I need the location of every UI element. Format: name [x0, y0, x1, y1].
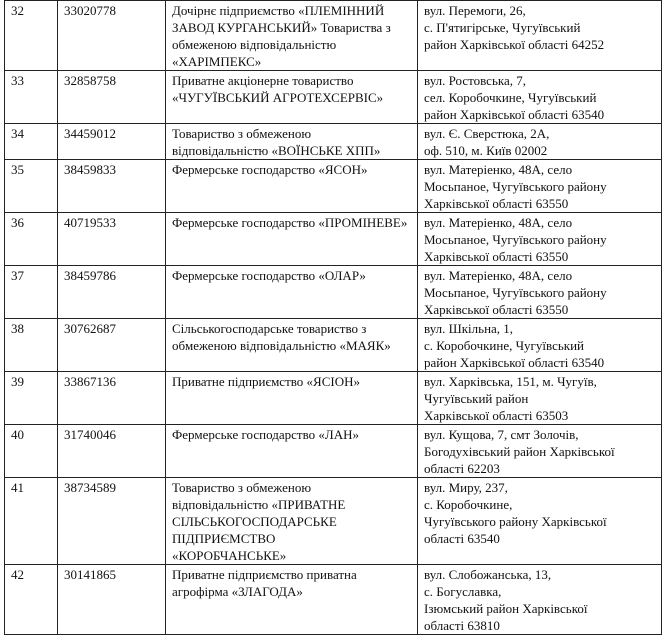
row-number: 40	[5, 425, 58, 478]
enterprise-address-line: вул. Харківська, 151, м. Чугуїв,	[424, 374, 597, 389]
enterprise-name	[166, 213, 418, 266]
enterprise-name-line: Дочірнє підприємство «ПЛЕМІННИЙ	[172, 3, 385, 18]
enterprise-address-line: с. П'ятигірське, Чугуївський	[424, 20, 581, 35]
row-number: 42	[5, 565, 58, 635]
enterprise-address-line: Мосьпаное, Чугуївського району	[424, 179, 607, 194]
enterprise-name-line: Товариство з обмеженою	[172, 126, 312, 141]
enterprise-name-line: агрофірма «ЗЛАГОДА»	[172, 584, 303, 599]
row-number: 33	[5, 71, 58, 124]
enterprise-address-line: області 63810	[424, 618, 500, 633]
edrpou-code: 33020778	[58, 1, 166, 71]
enterprise-address	[418, 160, 662, 213]
enterprise-name-line: Приватне підприємство приватна	[172, 567, 357, 582]
enterprise-name-line: ПІДПРИЄМСТВО	[172, 531, 276, 546]
row-number: 39	[5, 372, 58, 425]
enterprise-address-line: Богодухівський район Харківської	[424, 444, 615, 459]
enterprise-address-line: Харківської області 63550	[424, 302, 569, 317]
table-body	[5, 1, 662, 635]
edrpou-code: 38734589	[58, 478, 166, 565]
enterprise-name-line: «ЧУГУЇВСЬКИЙ АГРОТЕХСЕРВІС»	[172, 90, 384, 105]
enterprise-name-line: Фермерське господарство «ЛАН»	[172, 427, 359, 442]
table-row	[5, 478, 662, 565]
enterprise-address-line: вул. Матеріенко, 48А, село	[424, 268, 573, 283]
row-number: 41	[5, 478, 58, 565]
enterprise-name	[166, 1, 418, 71]
table-row	[5, 266, 662, 319]
enterprise-name-line: Сільськогосподарське товариство з	[172, 321, 367, 336]
enterprise-name-line: обмеженою відповідальністю	[172, 37, 337, 52]
enterprise-name-line: Фермерське господарство «ЯСОН»	[172, 162, 368, 177]
enterprise-address	[418, 425, 662, 478]
enterprise-address-line: район Харківської області 64252	[424, 37, 605, 52]
enterprises-table	[4, 0, 662, 635]
enterprise-name-line: Фермерське господарство «ПРОМІНЕВЕ»	[172, 215, 408, 230]
row-number: 34	[5, 124, 58, 160]
enterprise-name	[166, 71, 418, 124]
enterprise-name	[166, 266, 418, 319]
enterprise-address-line: Мосьпаное, Чугуївського району	[424, 285, 607, 300]
enterprise-name-line: відповідальністю «ПРИВАТНЕ	[172, 497, 346, 512]
enterprise-name-line: обмеженою відповідальністю «МАЯК»	[172, 338, 391, 353]
enterprise-address-line: вул. Перемоги, 26,	[424, 3, 526, 18]
row-number: 38	[5, 319, 58, 372]
enterprise-name	[166, 372, 418, 425]
table-row	[5, 372, 662, 425]
enterprise-address-line: Чугуївський район	[424, 391, 529, 406]
enterprise-address-line: сел. Коробочкине, Чугуївський	[424, 90, 597, 105]
enterprise-address	[418, 266, 662, 319]
enterprise-address-line: вул. Шкільна, 1,	[424, 321, 514, 336]
edrpou-code: 30141865	[58, 565, 166, 635]
enterprise-name	[166, 478, 418, 565]
enterprise-address-line: с. Коробочкине,	[424, 497, 513, 512]
enterprise-name-line: відповідальністю «ВОЇНСЬКЕ ХПП»	[172, 143, 381, 158]
enterprise-address	[418, 124, 662, 160]
enterprise-address-line: області 62203	[424, 461, 500, 476]
enterprise-address-line: Чугуївського району Харківської	[424, 514, 607, 529]
edrpou-code: 38459833	[58, 160, 166, 213]
table-row	[5, 124, 662, 160]
enterprise-address-line: Харківської області 63550	[424, 249, 569, 264]
edrpou-code: 30762687	[58, 319, 166, 372]
enterprise-address-line: вул. Кущова, 7, смт Золочів,	[424, 427, 579, 442]
table-row	[5, 160, 662, 213]
enterprise-address-line: вул. Матеріенко, 48А, село	[424, 162, 573, 177]
enterprise-address-line: район Харківської області 63540	[424, 107, 605, 122]
enterprise-name	[166, 124, 418, 160]
enterprise-address-line: вул. Матеріенко, 48А, село	[424, 215, 573, 230]
enterprise-name	[166, 425, 418, 478]
enterprise-address-line: оф. 510, м. Київ 02002	[424, 143, 548, 158]
enterprise-address	[418, 213, 662, 266]
enterprise-name-line: СІЛЬСЬКОГОСПОДАРСЬКЕ	[172, 514, 337, 529]
edrpou-code: 34459012	[58, 124, 166, 160]
table-row	[5, 71, 662, 124]
enterprise-address-line: вул. Є. Сверстюка, 2А,	[424, 126, 550, 141]
enterprise-address-line: с. Коробочкине, Чугуївський	[424, 338, 584, 353]
enterprise-name-line: Товариство з обмеженою	[172, 480, 312, 495]
enterprise-address-line: Харківської області 63550	[424, 196, 569, 211]
enterprise-name-line: Фермерське господарство «ОЛАР»	[172, 268, 366, 283]
enterprise-address	[418, 372, 662, 425]
row-number: 32	[5, 1, 58, 71]
enterprise-name	[166, 160, 418, 213]
enterprise-address-line: с. Богуславка,	[424, 584, 502, 599]
table-row	[5, 425, 662, 478]
edrpou-code: 40719533	[58, 213, 166, 266]
edrpou-code: 32858758	[58, 71, 166, 124]
enterprise-address-line: Ізюмський район Харківської	[424, 601, 588, 616]
enterprise-address-line: Харківської області 63503	[424, 408, 569, 423]
enterprise-name-line: «ХАРІМПЕКС»	[172, 54, 262, 69]
row-number: 37	[5, 266, 58, 319]
enterprise-address-line: вул. Слобожанська, 13,	[424, 567, 552, 582]
row-number: 36	[5, 213, 58, 266]
enterprise-address	[418, 71, 662, 124]
table-row	[5, 1, 662, 71]
row-number: 35	[5, 160, 58, 213]
table-row	[5, 319, 662, 372]
enterprise-address-line: вул. Ростовська, 7,	[424, 73, 527, 88]
enterprise-address-line: Мосьпаное, Чугуївського району	[424, 232, 607, 247]
enterprise-name	[166, 319, 418, 372]
edrpou-code: 38459786	[58, 266, 166, 319]
enterprise-address-line: області 63540	[424, 531, 500, 546]
enterprise-name-line: Приватне підприємство «ЯСІОН»	[172, 374, 361, 389]
enterprise-address	[418, 478, 662, 565]
enterprise-name-line: «КОРОБЧАНСЬКЕ»	[172, 548, 287, 563]
enterprise-name-line: Приватне акціонерне товариство	[172, 73, 354, 88]
enterprise-name-line: ЗАВОД КУРГАНСЬКИЙ» Товариства з	[172, 20, 391, 35]
table-row	[5, 213, 662, 266]
enterprise-address-line: вул. Миру, 237,	[424, 480, 508, 495]
edrpou-code: 31740046	[58, 425, 166, 478]
enterprise-address	[418, 319, 662, 372]
edrpou-code: 33867136	[58, 372, 166, 425]
enterprise-address	[418, 1, 662, 71]
enterprise-address-line: район Харківської області 63540	[424, 355, 605, 370]
